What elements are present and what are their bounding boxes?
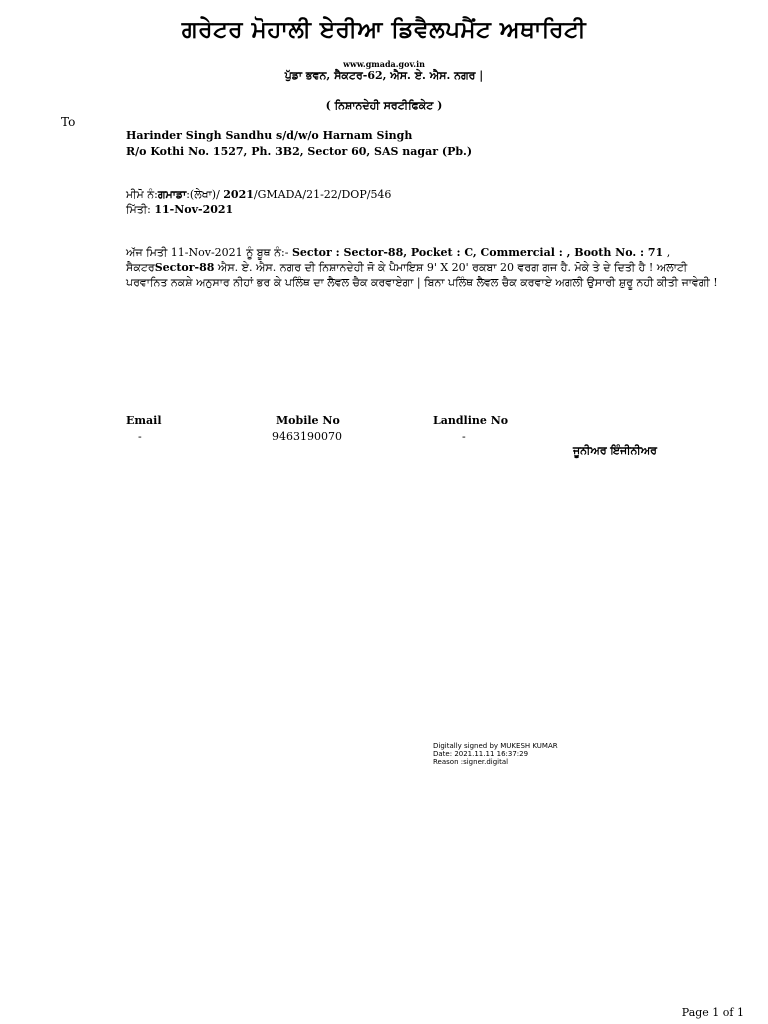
mobile-label: Mobile No [276,414,340,427]
landline-value: - [462,430,466,443]
certificate-title: ( ਨਿਸ਼ਾਨਦੇਹੀ ਸਰਟੀਫਿਕੇਟ ) [325,99,443,112]
website-url: www.gmada.gov.in [343,59,425,69]
sector-name: Sector-88 [154,261,215,274]
memo-dept: :(ਲੇਖਾ)/ [186,188,220,201]
memo-date [126,203,233,217]
recipient-address: R/o Kothi No. 1527, Ph. 3B2, Sector 60, SAS nagar (Pb.) [126,145,473,158]
mobile-value: 9463190070 [272,430,342,443]
recipient-name: Harinder Singh Sandhu s/d/w/o Harnam Singh [126,129,413,142]
signature-reason: Reason :signer.digital [433,758,509,766]
body-part-3: , ਸੈਕਟਰ [126,246,671,274]
memo-year: 2021 [223,188,254,201]
memo-ref: /GMADA/21-22/DOP/546 [253,188,392,201]
date-value: 11-Nov-2021 [154,203,234,216]
email-label: Email [126,414,162,427]
landline-label: Landline No [433,414,509,427]
date-label: ਮਿੱਤੀ: [126,203,151,216]
booth-details: Sector : Sector-88, Pocket : C, Commercial : , Booth No. : 71 [291,246,664,259]
page-number: Page 1 of 1 [681,1006,744,1019]
body-part-1: ਅੱਜ ਮਿਤੀ 11-Nov-2021 ਨੂੰ ਬੂਥ ਨੰ:- [126,246,289,259]
signature-date: Date: 2021.11.11 16:37:29 [433,750,529,758]
memo-number [126,188,391,202]
organization-title: ਗਰੇਟਰ ਮੋਹਾਲੀ ਏਰੀਆ ਡਿਵੈਲਪਮੈਂਟ ਅਥਾਰਿਟੀ [181,16,587,43]
digital-signature [433,742,558,766]
email-value: - [138,430,142,443]
memo-org: ਗਮਾਡਾ [157,188,187,201]
organization-address: ਪੁੱਡਾ ਭਵਨ, ਸੈਕਟਰ-62, ਐਸ. ਏ. ਐਸ. ਨਗਰ | [284,69,484,82]
signature-signer: Digitally signed by MUKESH KUMAR [433,742,558,750]
signatory-designation: ਜੂਨੀਅਰ ਇੰਜੀਨੀਅਰ [573,444,657,457]
certificate-body [126,245,726,290]
to-label: To [61,115,76,129]
body-part-5: ਐਸ. ਏ. ਐਸ. ਨਗਰ ਦੀ ਨਿਸ਼ਾਨਦੇਹੀ ਜੋ ਕੇ ਪੈਮਾਇਸ਼ 9' X 20' ਰਕਬਾ 20 ਵਰਗ ਗਜ ਹੈ. ਮੋਕੇ ਤੇ ਦੇ ਦਿਤੀ ਹੈ ! ਅਲਾਟੀ ਪਰਵਾਨਿਤ ਨਕਸ਼ੇ ਅਨੁਸਾਰ ਨੀਹਾਂ ਭਰ ਕੇ ਪਲਿੰਥ ਦਾ ਲੈਵਲ ਚੈਕ ਕਰਵਾਏਗਾ | ਬਿਨਾ ਪਲਿੰਥ ਲੈਵਲ ਚੈਕ ਕਰਵਾਏ ਅਗਲੀ ਉਸਾਰੀ ਸ਼ੁਰੂ ਨਹੀ ਕੀਤੀ ਜਾਵੇਗੀ ! [126,261,718,289]
memo-label: ਮੀਮੋ ਨੰ: [126,188,158,201]
